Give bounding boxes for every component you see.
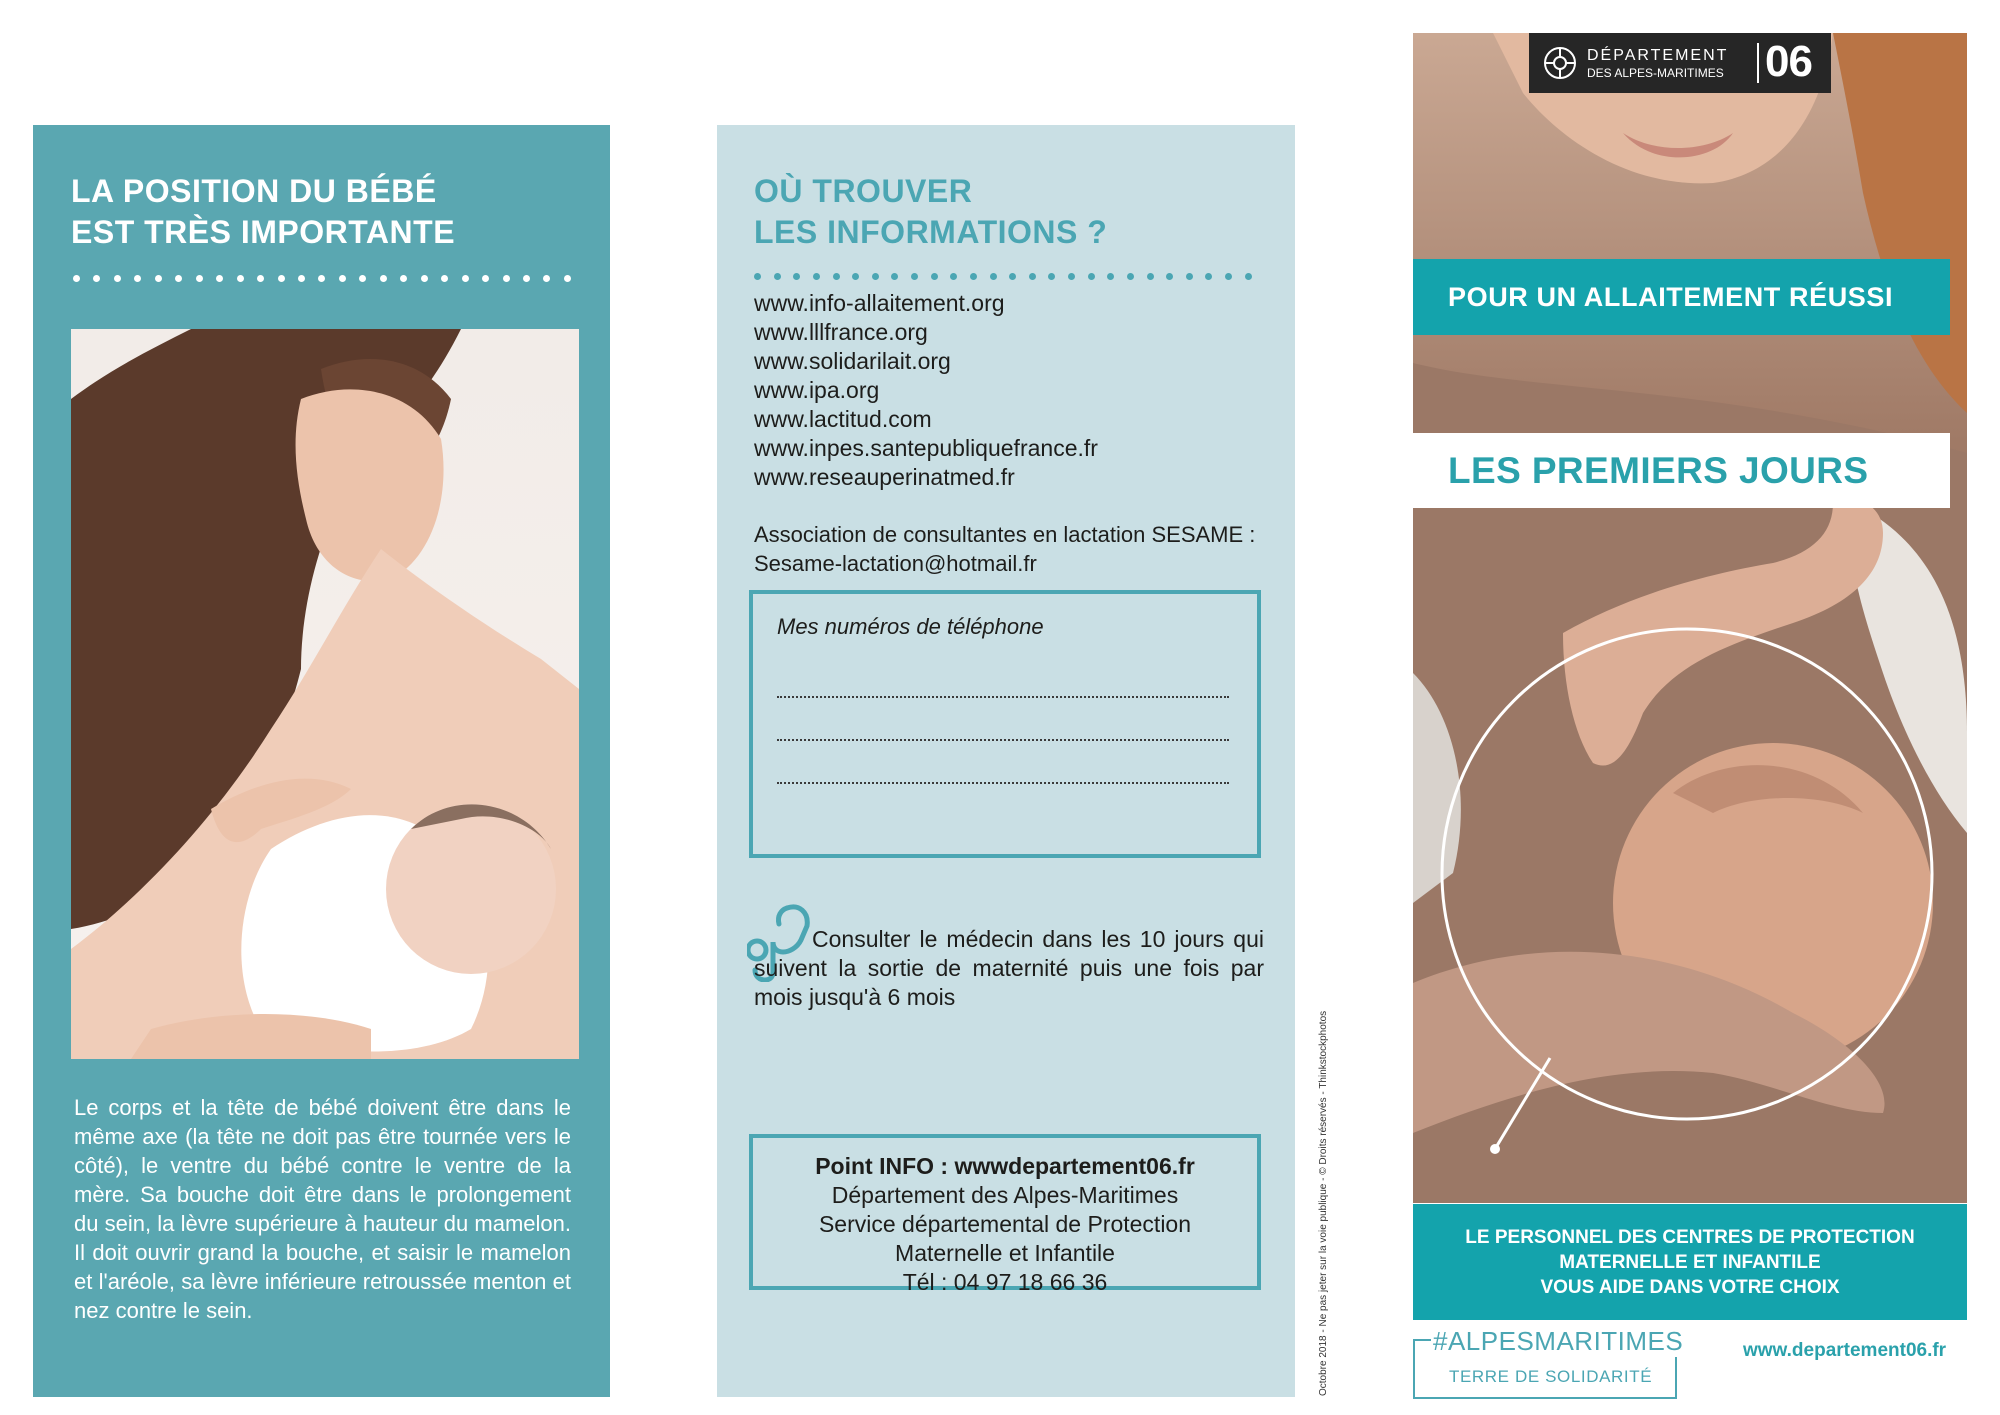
info-line: Département des Alpes-Maritimes — [831, 1182, 1179, 1208]
cover-bottom-banner — [1413, 1204, 1967, 1320]
dotted-divider — [73, 275, 571, 283]
middle-panel — [717, 125, 1295, 1397]
logo-department: DÉPARTEMENT — [1587, 47, 1729, 64]
cover-subtitle-banner: POUR UN ALLAITEMENT RÉUSSI — [1413, 259, 1950, 335]
position-description: Le corps et la tête de bébé doivent être dans le même axe (la tête ne doit pas être tournée vers le côté), le ventre du bébé contre le ventre de la mère. Sa bouche doit être dans le prolongement du sein, la lèvre supérieure à hauteur du mamelon. Il doit ouvrir grand la bouche, et saisir le mamelon et l'aréole, sa lèvre inférieure retroussée menton et nez contre le sein. — [74, 1095, 571, 1323]
middle-panel-title — [754, 171, 1274, 253]
mid-title-line2: LES INFORMATIONS ? — [754, 214, 1108, 250]
phone-numbers-box — [749, 590, 1261, 858]
department-logo — [1529, 33, 1831, 93]
cover-title-banner: LES PREMIERS JOURS — [1413, 433, 1950, 508]
info-line: Maternelle et Infantile — [895, 1240, 1115, 1266]
phone-entry-line[interactable] — [777, 696, 1229, 698]
info-links-list — [754, 289, 1098, 492]
link-item[interactable]: www.solidarilait.org — [754, 348, 951, 374]
bottom-line: LE PERSONNEL DES CENTRES DE PROTECTION — [1465, 1227, 1915, 1248]
hashtag-box — [1413, 1326, 1684, 1399]
tagline: TERRE DE SOLIDARITÉ — [1449, 1367, 1653, 1386]
link-item[interactable]: www.lllfrance.org — [754, 319, 928, 345]
bottom-line: VOUS AIDE DANS VOTRE CHOIX — [1540, 1277, 1840, 1298]
point-info-box — [749, 1134, 1261, 1295]
link-item[interactable]: www.reseauperinatmed.fr — [754, 464, 1015, 490]
breastfeeding-photo — [71, 329, 579, 1059]
info-phone: Tél : 04 97 18 66 36 — [902, 1269, 1108, 1295]
mid-title-line1: OÙ TROUVER — [754, 173, 973, 209]
link-item[interactable]: www.inpes.santepubliquefrance.fr — [754, 435, 1098, 461]
left-title-line1: LA POSITION DU BÉBÉ — [71, 173, 437, 209]
logo-number: 06 — [1765, 37, 1812, 86]
association-name: Association de consultantes en lactation SESAME : — [754, 522, 1256, 547]
consult-text-body: Consulter le médecin dans les 10 jours qui suivent la sortie de maternité puis une fois par mois jusqu'à 6 mois — [754, 926, 1264, 1010]
logo-separator — [1757, 43, 1759, 83]
hashtag: #ALPESMARITIMES — [1433, 1326, 1684, 1356]
cover-panel — [1413, 33, 1967, 1203]
phone-box-label: Mes numéros de téléphone — [777, 614, 1044, 639]
dotted-divider — [754, 273, 1252, 281]
info-line: Service départemental de Protection — [818, 1211, 1192, 1237]
department-emblem-icon — [1543, 46, 1577, 80]
point-info-title: Point INFO : wwwdepartement06.fr — [815, 1153, 1195, 1179]
left-panel-title — [71, 171, 591, 253]
consult-text — [754, 925, 1264, 1012]
bottom-line: MATERNELLE ET INFANTILE — [1559, 1252, 1821, 1273]
left-panel — [33, 125, 610, 1397]
legal-credit: Octobre 2018 - Ne pas jeter sur la voie publique - © Droits réservés - Thinkstockphotos — [1318, 1010, 1329, 1396]
website-link[interactable]: www.departement06.fr — [1743, 1340, 1947, 1361]
logo-region: DES ALPES-MARITIMES — [1587, 66, 1724, 80]
phone-entry-line[interactable] — [777, 739, 1229, 741]
association-email[interactable]: Sesame-lactation@hotmail.fr — [754, 551, 1037, 576]
link-item[interactable]: www.ipa.org — [754, 377, 880, 403]
link-item[interactable]: www.info-allaitement.org — [754, 290, 1005, 316]
cover-photo — [1413, 33, 1967, 1203]
link-item[interactable]: www.lactitud.com — [754, 406, 932, 432]
association-info — [754, 520, 1255, 578]
phone-entry-line[interactable] — [777, 782, 1229, 784]
left-title-line2: EST TRÈS IMPORTANTE — [71, 214, 456, 250]
